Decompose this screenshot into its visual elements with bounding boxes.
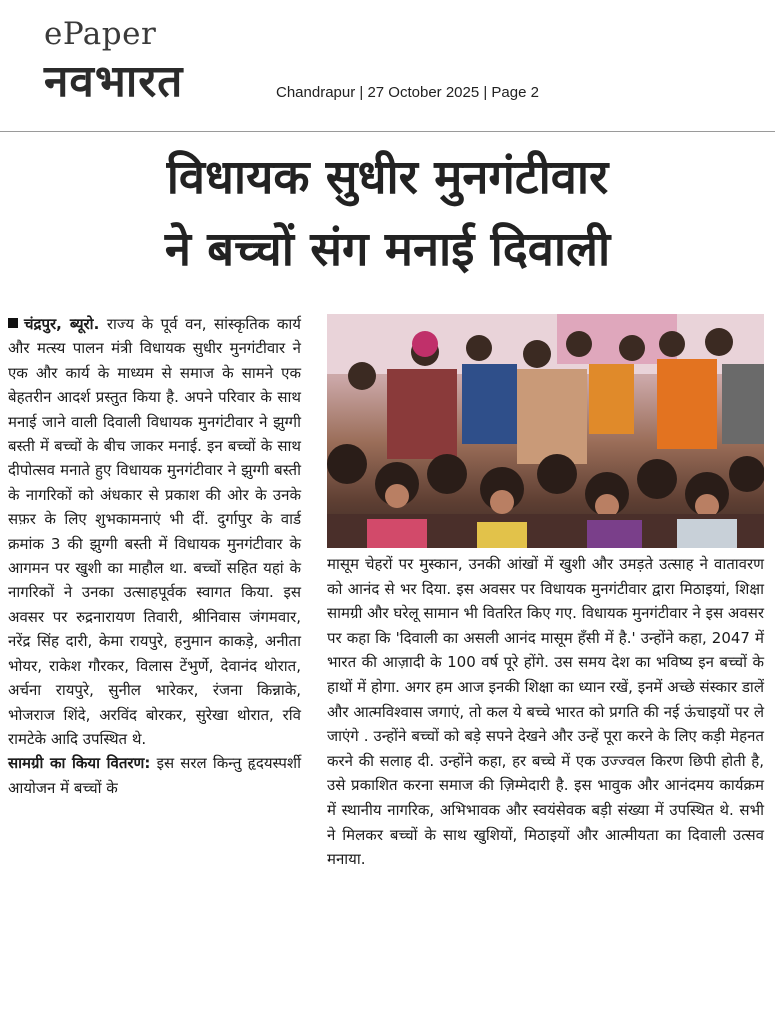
masthead-divider <box>0 131 775 132</box>
left-tail-text: इस सरल किन्तु हृदयस्पर्शी आयोजन में बच्चों के <box>8 754 301 797</box>
right-body-text: मासूम चेहरों पर मुस्कान, उनकी आंखों में खुशी और उमड़ते उत्साह ने वातावरण को आनंद से भर दिया. इस अवसर पर विधायक मुनगंटीवार द्वारा मिठाइयां, शिक्षा सामग्री और घरेलू सामान भी वितरित किए गए. विधायक मुनगंटीवार ने इस अवसर पर कहा कि 'दिवाली का असली आनंद मासूम हँसी में है.' उन्होंने कहा, 2047 में भारत की आज़ादी के 100 वर्ष पूरे होंगे. उस समय देश का भविष्य इन बच्चों के हाथों में होगा. अगर हम आज इनकी शिक्षा का ध्यान रखें, इनमें अच्छे संस्कार डालें और आत्मविश्वास जगाएं, तो कल ये बच्चे भारत को प्रगति की नई ऊंचाइयों पर ले जाएंगे . उन्होंने बच्चों को बड़े सपने देखने और उन्हें पूरा करने के लिए कड़ी मेहनत करने की सलाह दी. उन्होंने कहा, हर बच्चे में एक उज्ज्वल किरण छिपी होती है, उसे प्रकाशित करना समाज की ज़िम्मेदारी है. इस भावुक और आनंदमय कार्यक्रम में स्थानीय नागरिक, अभिभावक और स्वयंसेवक बड़ी संख्या में उपस्थित थे. सभी ने मिलकर बच्चों के साथ खुशियों, मिठाइयों और आत्मीयता का दिवाली उत्सव मनाया. <box>327 555 764 869</box>
article-left-column <box>8 312 301 800</box>
edition-date-page: Chandrapur | 27 October 2025 | Page 2 <box>276 84 539 101</box>
event-photo <box>327 314 764 548</box>
left-body-text: राज्य के पूर्व वन, सांस्कृतिक कार्य और मत्स्य पालन मंत्री विधायक सुधीर मुनगंटीवार ने एक और कार्य के माध्यम से समाज के सामने एक बेहतरीन आदर्श प्रस्तुत किया है. अपने परिवार के साथ मनाई जाने वाली दिवाली विधायक मुनगंटीवार ने झुग्गी बस्ती में बच्चों के बीच जाकर मनाई. इन बच्चों के साथ दीपोत्सव मनाते हुए विधायक मुनगंटीवार ने झुग्गी बस्ती के नागरिकों को अंधकार से प्रकाश की ओर के उनके सफ़र के लिए शुभकामनाएं भी दीं. दुर्गापुर के वार्ड क्रमांक 3 की झुग्गी बस्ती में विधायक मुनगंटीवार के आगमन पर खुशी का माहौल था. बच्चों सहित यहां के नागरिकों ने उनका उत्साहपूर्वक स्वागत किया. इस अवसर पर रुद्रनारायण तिवारी, श्रीनिवास जंगमवार, नरेंद्र सिंह दारी, केमा रायपुरे, हनुमान काकड़े, अनीता भोयर, राकेश गौरकर, विलास टेंभुर्णे, देवानंद थोरात, अर्चना रायपुरे, सुनील भारेकर, रंजना किन्नाके, भोजराज शिंदे, अरविंद बोरकर, सुरेखा थोरात, रवि रामटेके आदि उपस्थित थे. <box>8 315 301 748</box>
headline-line-2: ने बच्चों संग मनाई दिवाली <box>164 222 611 277</box>
bullet-square-icon <box>8 318 18 328</box>
newspaper-logo: नवभारत <box>44 56 184 107</box>
article-right-column <box>327 552 764 872</box>
dateline: चंद्रपुर, ब्यूरो. <box>24 315 100 333</box>
crowd-photo-illustration <box>327 314 764 548</box>
subheading: सामग्री का किया वितरण: <box>8 754 151 773</box>
article-headline <box>10 142 765 286</box>
epaper-label: ePaper <box>44 16 157 52</box>
masthead <box>0 0 775 132</box>
headline-line-1: विधायक सुधीर मुनगंटीवार <box>166 150 609 205</box>
